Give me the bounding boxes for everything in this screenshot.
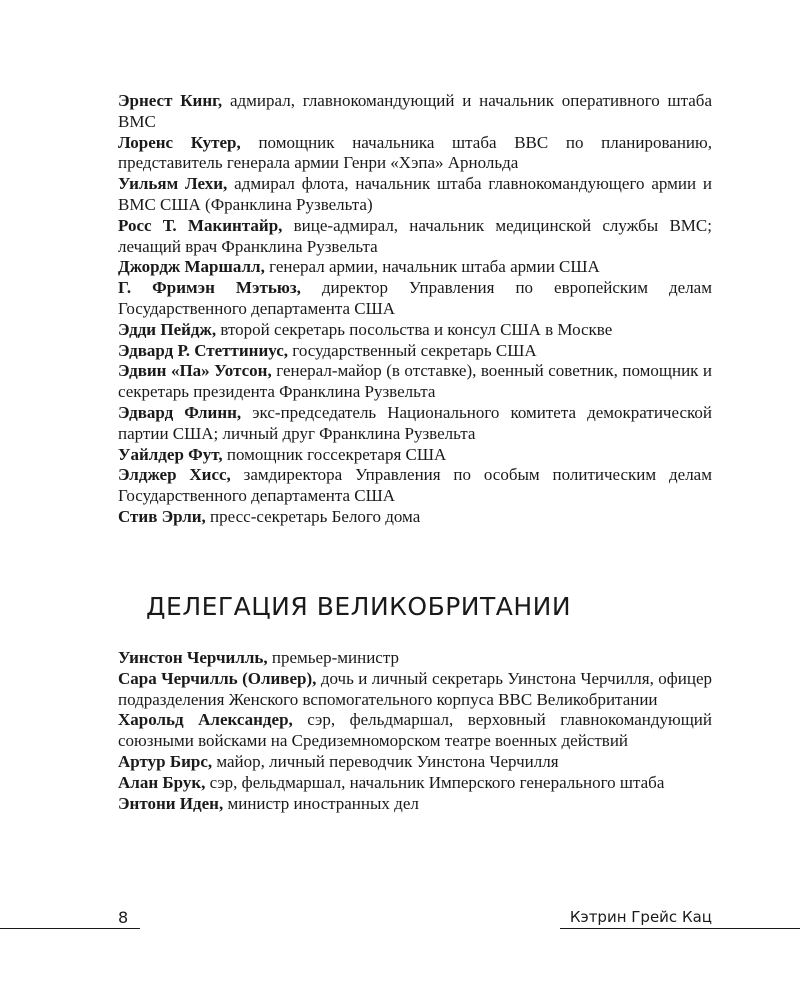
person-entry [118,773,712,794]
person-description: премьер-министр [267,648,399,667]
footer-author: Кэтрин Грейс Кац [569,908,712,926]
person-description: генерал армии, начальник штаба армии США [264,257,600,277]
person-name: Харольд Александер, [118,710,293,730]
footer-rule-right [560,928,800,929]
person-name: Уинстон Черчилль, [118,648,268,667]
person-name: Эрнест Кинг, [118,91,223,110]
person-entry [118,507,712,528]
person-entry [118,278,712,320]
person-name: Элджер Хисс, [118,465,231,485]
person-entry [118,403,712,445]
person-name: Эдди Пейдж, [118,319,217,339]
person-description: директор Управления по европейским делам Государственного департамента США [118,278,712,318]
person-description: сэр, фельдмаршал, верховный главнокомандующий союзными войсками на Средиземноморском театре военных действий [118,710,712,751]
person-name: Алан Брук, [118,772,206,792]
person-entry [118,257,712,278]
person-description: дочь и личный секретарь Уинстона Черчилля, офицер подразделения Женского вспомогательного корпуса ВВС Великобритании [118,668,712,709]
person-description: замдиректора Управления по особым политическим делам Государственного департамента США [118,465,712,506]
person-description: экс-председатель Национального комитета демократической партии США; личный друг Франклина Рузвельта [118,402,712,443]
person-name: Стив Эрли, [118,506,206,526]
person-name: Эдвард Р. Стеттиниус, [118,340,289,360]
person-entry [118,320,712,341]
person-entry [118,669,712,711]
person-description: майор, личный переводчик Уинстона Черчилля [212,751,559,771]
person-name: Эдвард Флинн, [118,402,242,422]
person-name: Эдвин «Па» Уотсон, [118,361,272,381]
person-description: адмирал, главнокомандующий и начальник оперативного штаба ВМС [118,91,712,131]
person-description: генерал-майор (в отставке), военный советник, помощник и секретарь президента Франклина Рузвельта [118,361,713,402]
person-name: Росс Т. Макинтайр, [118,215,283,235]
person-description: вице-адмирал, начальник медицинской службы ВМС; лечащий врач Франклина Рузвельта [118,215,712,256]
person-entry [118,752,712,773]
person-entry [118,341,712,362]
person-entry [118,133,712,175]
person-description: министр иностранных дел [223,793,419,813]
person-entry [118,794,712,815]
person-description: второй секретарь посольства и консул США в Москве [216,319,613,339]
person-description: помощник начальника штаба ВВС по планированию, представитель генерала армии Генри «Хэпа» Арнольда [118,132,712,173]
person-description: пресс-секретарь Белого дома [205,506,421,526]
person-name: Энтони Иден, [118,793,224,813]
person-entry [118,445,712,466]
person-name: Сара Черчилль (Оливер), [118,668,317,688]
us-delegation-list [118,91,712,528]
person-name: Джордж Маршалл, [118,257,265,277]
section-heading-uk-delegation: ДЕЛЕГАЦИЯ ВЕЛИКОБРИТАНИИ [146,592,572,621]
person-description: адмирал флота, начальник штаба главнокомандующего армии и ВМС США (Франклина Рузвельта) [118,174,712,214]
person-entry [118,174,712,216]
person-description: помощник госсекретаря США [222,444,447,464]
person-entry [118,710,712,752]
person-name: Уайлдер Фут, [118,444,223,464]
page-number: 8 [118,908,129,927]
uk-delegation-list [118,648,712,814]
person-description: государственный секретарь США [288,340,537,360]
person-entry [118,216,712,258]
footer-rule-left [0,928,140,929]
person-name: Г. Фримэн Мэтьюз, [118,278,301,298]
person-entry [118,465,712,507]
person-entry [118,648,712,669]
person-entry [118,361,712,403]
person-name: Лоренс Кутер, [118,132,241,152]
person-name: Уильям Лехи, [118,174,228,194]
person-description: сэр, фельдмаршал, начальник Имперского генерального штаба [205,772,665,792]
person-name: Артур Бирс, [118,751,213,771]
person-entry [118,91,712,133]
